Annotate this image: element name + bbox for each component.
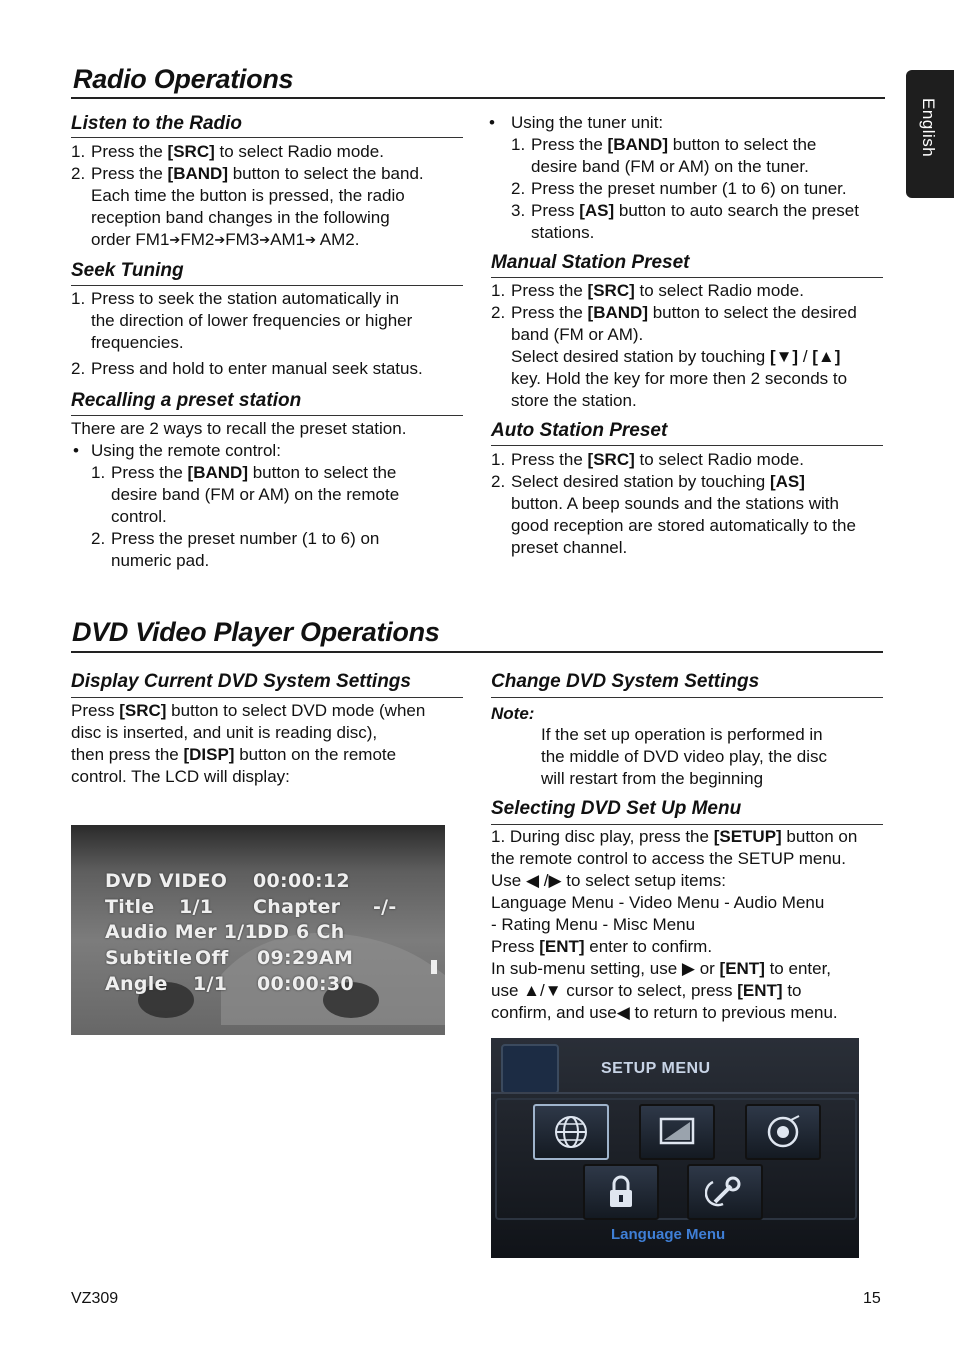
seek-rule xyxy=(71,285,463,286)
manual-heading: Manual Station Preset xyxy=(491,252,690,273)
recall-heading: Recalling a preset station xyxy=(71,390,302,411)
footer-model: VZ309 xyxy=(71,1290,119,1307)
change-settings-heading: Change DVD System Settings xyxy=(491,671,760,692)
misc-menu-button[interactable] xyxy=(687,1164,763,1220)
display-settings-rule xyxy=(71,697,463,698)
arrow-right-icon: ➔ xyxy=(169,232,181,247)
radio-title-rule xyxy=(71,97,885,99)
footer-page-number: 15 xyxy=(863,1290,881,1307)
speaker-icon xyxy=(763,1112,803,1152)
setup-corner-panel xyxy=(501,1044,559,1094)
globe-icon xyxy=(551,1112,591,1152)
arrow-right-icon: ▶ xyxy=(681,959,695,978)
display-settings-heading: Display Current DVD System Settings xyxy=(71,671,411,692)
language-menu-caption: Language Menu xyxy=(611,1226,726,1243)
setup-menu-title: SETUP MENU xyxy=(601,1060,711,1077)
setup-menu-heading: Selecting DVD Set Up Menu xyxy=(491,798,742,819)
arrow-right-icon: ➔ xyxy=(305,232,317,247)
auto-heading: Auto Station Preset xyxy=(491,420,668,441)
listen-heading: Listen to the Radio xyxy=(71,113,242,134)
video-menu-button[interactable] xyxy=(639,1104,715,1160)
audio-menu-button[interactable] xyxy=(745,1104,821,1160)
dvd-title: DVD Video Player Operations xyxy=(72,617,440,647)
arrow-right-icon: ➔ xyxy=(214,232,226,247)
language-tab-label: English xyxy=(919,98,938,158)
recall-rule xyxy=(71,415,463,416)
rating-menu-button[interactable] xyxy=(583,1164,659,1220)
dvd-title-rule xyxy=(71,651,883,653)
setup-menu-text: 1. During disc play, press the [SETUP] button on the remote control to access the SETUP menu. Use ◀ /▶ to select setup items: Language Menu - Video Menu - Audio Menu - Rating Menu - Misc Menu Press [ENT] enter to confirm. In sub-menu setting, use ▶ or [ENT] to enter, use ▲/▼ cursor to select, press [ENT] to confirm, and use◀ to return to previous menu. xyxy=(491,827,858,1022)
recall-intro: There are 2 ways to recall the preset station. xyxy=(71,419,407,438)
setup-menu-screen xyxy=(491,1038,859,1258)
setup-menu-rule xyxy=(491,824,883,825)
arrow-left-icon: ◀ xyxy=(616,1003,630,1022)
arrow-right-icon: ▶ xyxy=(548,871,562,890)
tools-icon xyxy=(705,1172,745,1212)
lock-icon xyxy=(601,1172,641,1212)
display-settings-text: Press [SRC] button to select DVD mode (when disc is inserted, and unit is reading disc), then press the [DISP] button on the remote control. The LCD will display: xyxy=(71,701,426,786)
manual-rule xyxy=(491,277,883,278)
language-tab xyxy=(906,70,954,198)
language-menu-button[interactable] xyxy=(533,1104,609,1160)
arrow-right-icon: ➔ xyxy=(259,232,271,247)
change-settings-rule xyxy=(491,697,883,698)
radio-title: Radio Operations xyxy=(73,64,294,94)
arrow-up-icon: ▲ xyxy=(523,981,540,1000)
note-label: Note: xyxy=(491,704,535,723)
lcd-display-photo: DVD VIDEO 00:00:12 Title 1/1 Chapter -/- Audio Mer 1/1 DD 6 Ch Subtitle Off 09:29AM Angle 1/1 00:00:30 xyxy=(71,825,445,1035)
arrow-left-icon: ◀ xyxy=(525,871,540,890)
screen-icon xyxy=(657,1112,697,1152)
auto-rule xyxy=(491,445,883,446)
seek-heading: Seek Tuning xyxy=(71,260,184,281)
note-text: If the set up operation is performed in the middle of DVD video play, the disc will restart from the beginning xyxy=(541,725,827,788)
arrow-down-icon: ▼ xyxy=(544,981,562,1000)
listen-rule xyxy=(71,137,463,138)
